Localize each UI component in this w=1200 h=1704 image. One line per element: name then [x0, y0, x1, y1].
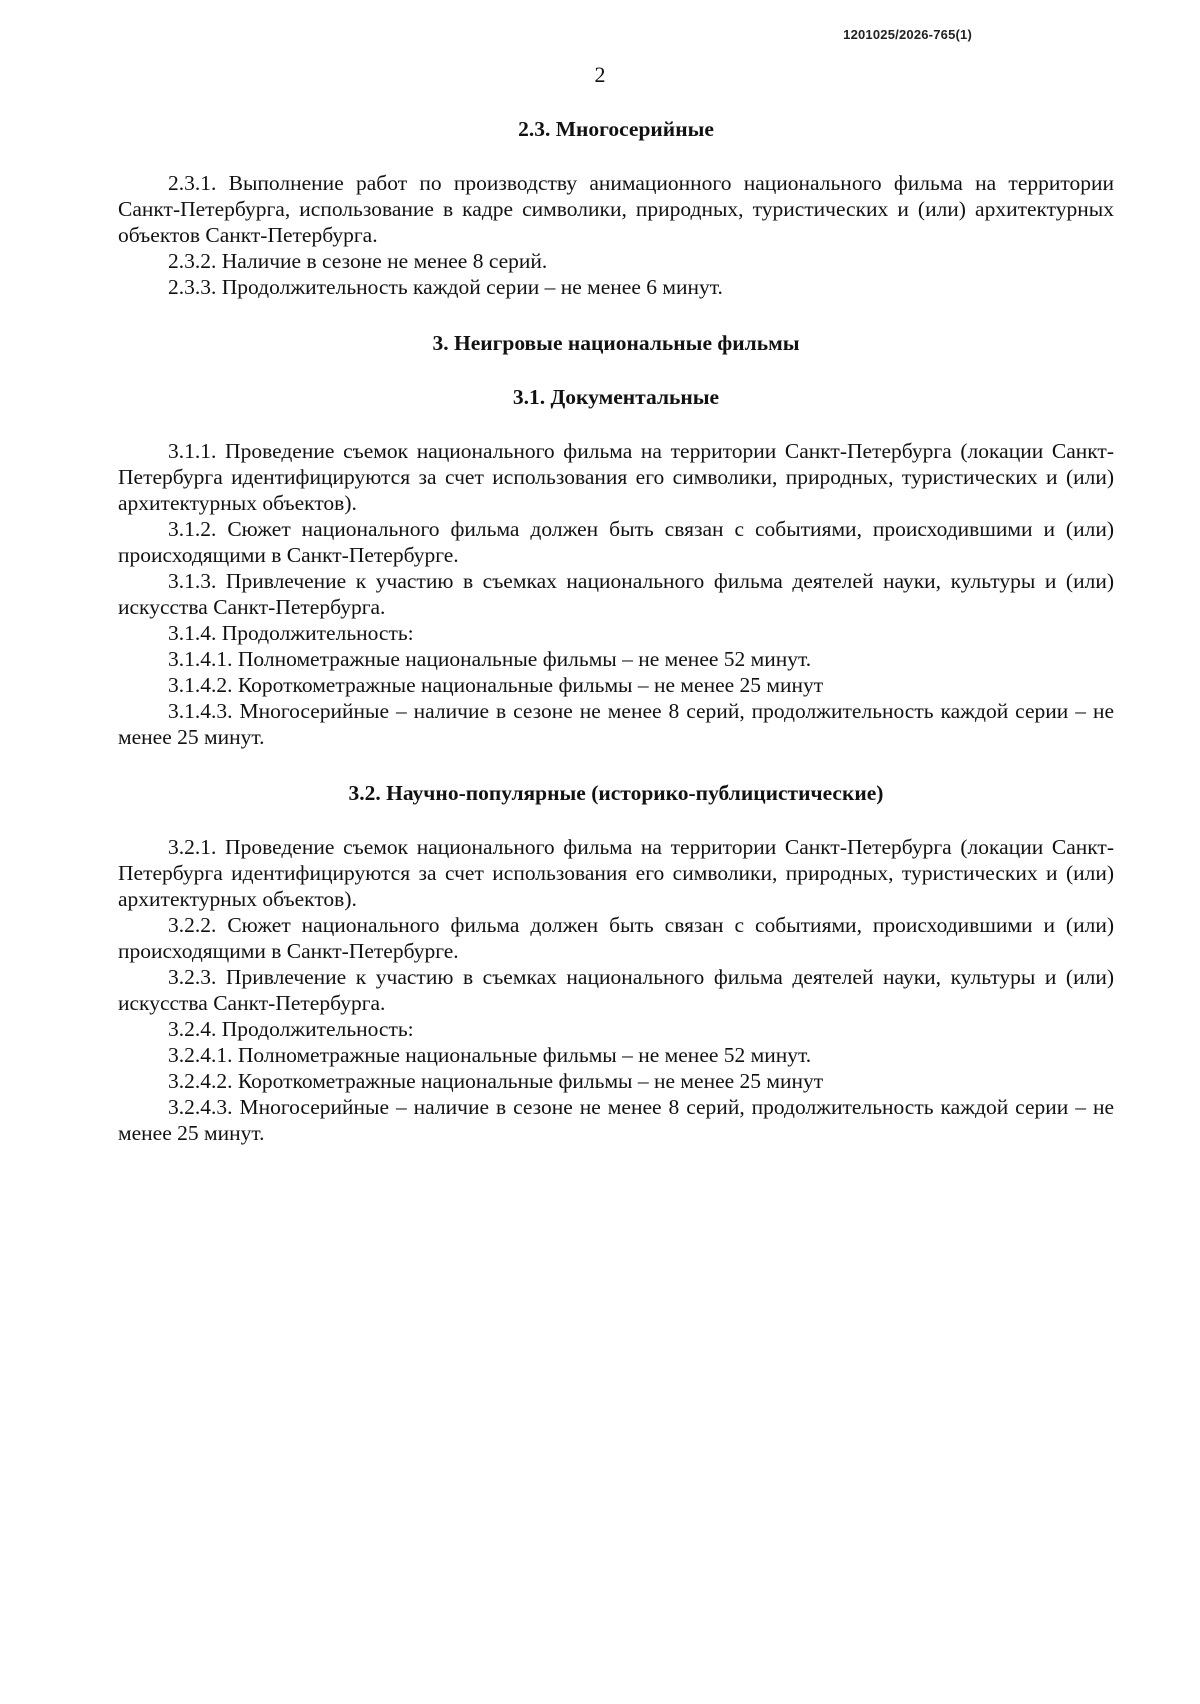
paragraph-3-1-2: 3.1.2. Сюжет национального фильма должен быть связан с событиями, происходившими и (или) происходящими в Санкт-Петербурге. — [118, 517, 1114, 567]
paragraph-2-3-2: 2.3.2. Наличие в сезоне не менее 8 серий. — [168, 249, 548, 273]
paragraph-3-2-4: 3.2.4. Продолжительность: — [168, 1017, 414, 1041]
section-heading-3-1: 3.1. Документальные — [512, 385, 720, 409]
paragraph-3-2-4-2: 3.2.4.2. Короткометражные национальные фильмы – не менее 25 минут — [168, 1069, 824, 1093]
paragraph-3-1-4-1: 3.1.4.1. Полнометражные национальные фильмы – не менее 52 минут. — [168, 647, 812, 671]
paragraph-2-3-1: 2.3.1. Выполнение работ по производству анимационного национального фильма на территории Санкт-Петербурга, использование в кадре символики, природных, туристических и (или) архитектурных объектов Санкт-Петербурга. — [118, 171, 1114, 247]
section-heading-2-3: 2.3. Многосерийные — [518, 117, 714, 141]
document-id: 1201025/2026-765(1) — [843, 27, 972, 42]
page-number: 2 — [594, 62, 606, 87]
paragraph-3-1-3: 3.1.3. Привлечение к участию в съемках национального фильма деятелей науки, культуры и (или) искусства Санкт-Петербурга. — [118, 569, 1114, 619]
section-heading-3-2: 3.2. Научно-популярные (историко-публицистические) — [348, 781, 884, 805]
section-heading-3: 3. Неигровые национальные фильмы — [432, 331, 800, 355]
paragraph-3-1-4-2: 3.1.4.2. Короткометражные национальные фильмы – не менее 25 минут — [168, 673, 824, 697]
paragraph-3-2-3: 3.2.3. Привлечение к участию в съемках национального фильма деятелей науки, культуры и (или) искусства Санкт-Петербурга. — [118, 965, 1114, 1015]
document-body — [118, 116, 1114, 1146]
paragraph-3-2-2: 3.2.2. Сюжет национального фильма должен быть связан с событиями, происходившими и (или) происходящими в Санкт-Петербурге. — [118, 913, 1114, 963]
paragraph-3-1-4-3: 3.1.4.3. Многосерийные – наличие в сезоне не менее 8 серий, продолжительность каждой серии – не менее 25 минут. — [118, 699, 1114, 749]
paragraph-3-1-4: 3.1.4. Продолжительность: — [168, 621, 414, 645]
paragraph-3-2-1: 3.2.1. Проведение съемок национального фильма на территории Санкт-Петербурга (локации Санкт-Петербурга идентифицируются за счет использования его символики, природных, туристических и (или) архитектурных объектов). — [118, 835, 1114, 911]
paragraph-3-2-4-3: 3.2.4.3. Многосерийные – наличие в сезоне не менее 8 серий, продолжительность каждой серии – не менее 25 минут. — [118, 1095, 1114, 1145]
paragraph-3-2-4-1: 3.2.4.1. Полнометражные национальные фильмы – не менее 52 минут. — [168, 1043, 812, 1067]
paragraph-2-3-3: 2.3.3. Продолжительность каждой серии – не менее 6 минут. — [168, 275, 723, 299]
paragraph-3-1-1: 3.1.1. Проведение съемок национального фильма на территории Санкт-Петербурга (локации Санкт-Петербурга идентифицируются за счет использования его символики, природных, туристических и (или) архитектурных объектов). — [118, 439, 1114, 515]
